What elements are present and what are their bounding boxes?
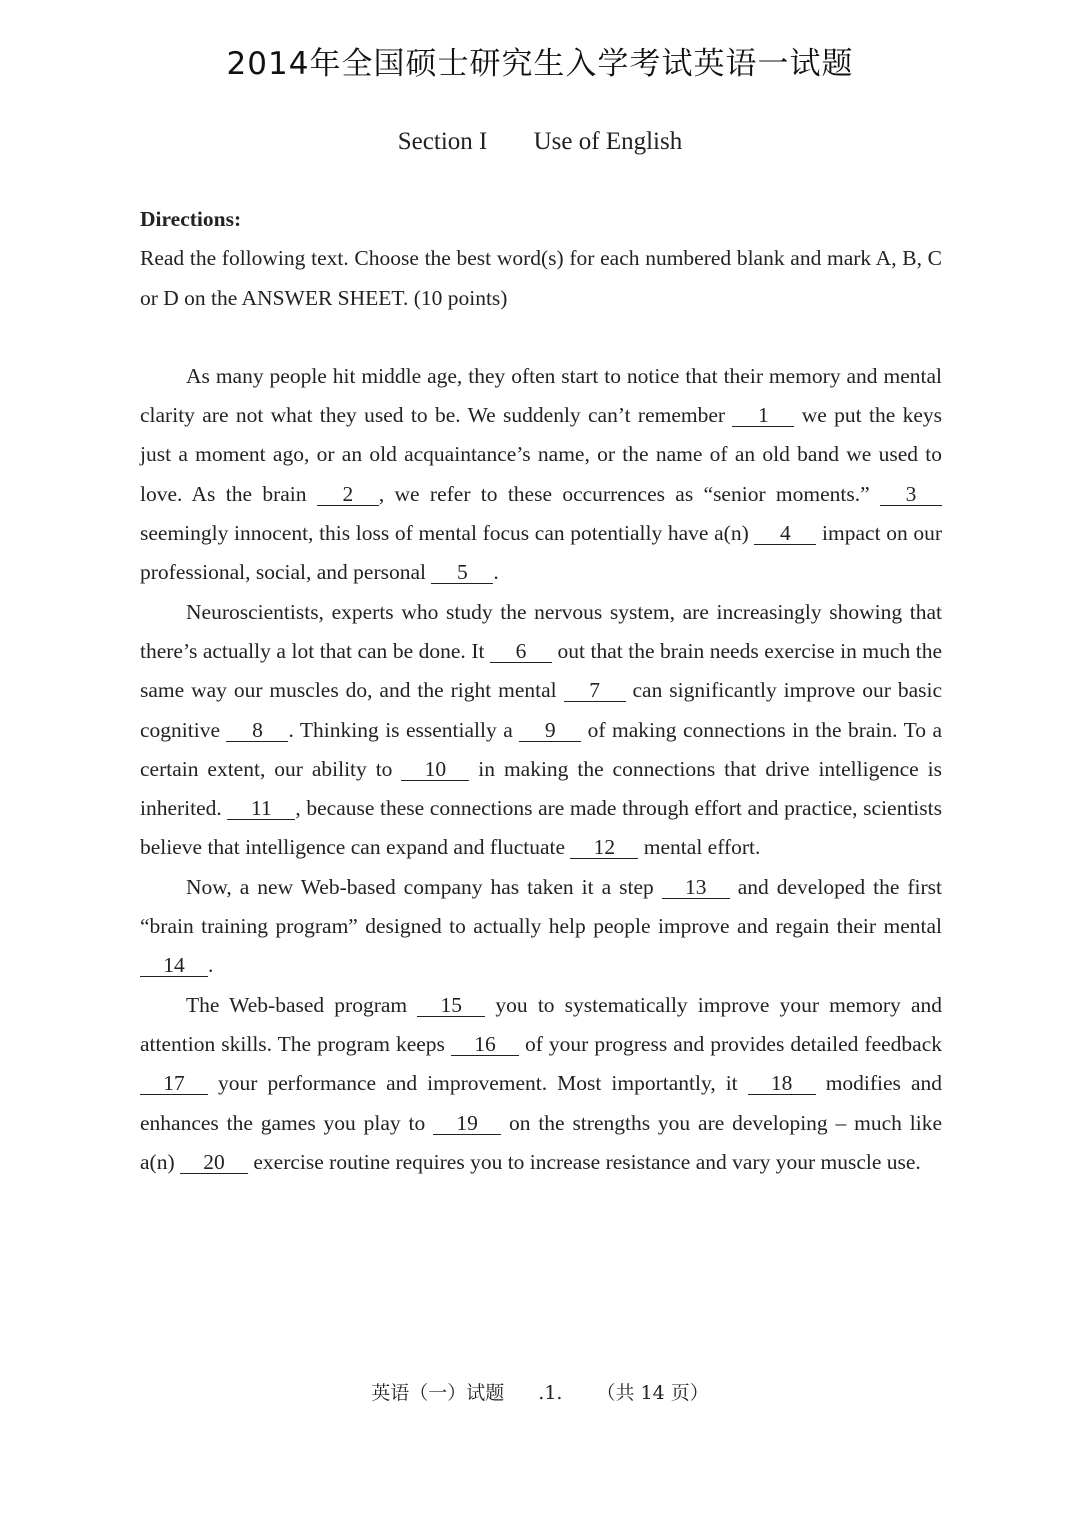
directions-label: Directions: — [140, 207, 242, 231]
answer-blank: 4 — [754, 522, 816, 545]
answer-blank: 20 — [180, 1151, 248, 1174]
exam-content — [140, 200, 942, 1182]
answer-blank: 17 — [140, 1072, 208, 1095]
passage-paragraph — [140, 986, 942, 1182]
footer-page-total: （共 14 页） — [596, 1382, 709, 1404]
footer-page-number: .1. — [538, 1382, 563, 1404]
cloze-passage — [140, 357, 942, 1182]
answer-blank: 7 — [564, 679, 626, 702]
passage-text: As many people hit middle age, they often start to notice that their memory and mental clarity are not what they used to be. We suddenly can’t remember — [140, 363, 942, 428]
answer-blank: 13 — [662, 876, 730, 899]
passage-text: Now, a new Web-based company has taken it a step — [186, 874, 662, 899]
answer-blank: 8 — [226, 719, 288, 742]
passage-text: exercise routine requires you to increase resistance and vary your muscle use. — [248, 1149, 921, 1174]
answer-blank: 12 — [570, 836, 638, 859]
section-label: Section I — [397, 128, 488, 155]
passage-text: . Thinking is essentially a — [288, 717, 520, 742]
directions-text: Read the following text. Choose the best word(s) for each numbered blank and mark A, B, C or D on the ANSWER SHEET. (10 points) — [140, 246, 942, 310]
answer-blank: 16 — [451, 1033, 519, 1056]
answer-blank: 6 — [490, 640, 552, 663]
answer-blank: 2 — [317, 483, 379, 506]
passage-text: you to systematically improve your memory and attention skills. The program keeps — [140, 992, 942, 1056]
passage-text: . — [208, 953, 214, 978]
passage-text: on the strengths you are developing – much like a(n) — [140, 1110, 942, 1174]
passage-text: and developed the first “brain training program” designed to actually help people improve and regain their mental — [140, 874, 942, 939]
section-heading — [0, 128, 1080, 156]
answer-blank: 19 — [433, 1112, 501, 1135]
passage-text: , we refer to these occurrences as “senior moments.” — [378, 481, 880, 506]
answer-blank: 3 — [880, 483, 942, 506]
passage-text: your performance and improvement. Most importantly, it — [208, 1071, 748, 1096]
answer-blank: 18 — [748, 1072, 816, 1095]
passage-text: impact on our professional, social, and personal — [140, 521, 942, 585]
passage-paragraph — [140, 593, 942, 868]
passage-paragraph — [140, 357, 942, 593]
passage-text: out that the brain needs exercise in much the same way our muscles do, and the right mental — [140, 638, 942, 703]
passage-text: of making connections in the brain. To a certain extent, our ability to — [140, 717, 942, 781]
page-footer — [0, 1378, 1080, 1405]
passage-text: mental effort. — [638, 835, 761, 860]
passage-text: . — [493, 560, 499, 585]
passage-text: in making the connections that drive intelligence is inherited. — [140, 756, 942, 821]
answer-blank: 1 — [732, 404, 794, 427]
footer-subject: 英语（一）试题 — [371, 1382, 505, 1404]
answer-blank: 15 — [417, 994, 485, 1017]
answer-blank: 11 — [227, 797, 295, 820]
passage-text: modifies and enhances the games you play to — [140, 1071, 942, 1135]
passage-text: The Web-based program — [186, 992, 418, 1017]
passage-text: , because these connections are made through effort and practice, scientists believe that intelligence can expand and fluctuate — [140, 796, 942, 860]
answer-blank: 9 — [519, 719, 581, 742]
section-name: Use of English — [533, 128, 683, 155]
passage-text: seemingly innocent, this loss of mental focus can potentially have a(n) — [140, 521, 755, 546]
page-title: 2014年全国硕士研究生入学考试英语一试题 — [226, 46, 854, 82]
answer-blank: 10 — [401, 758, 469, 781]
passage-text: can significantly improve our basic cognitive — [140, 678, 942, 742]
passage-text: we put the keys just a moment ago, or an old acquaintance’s name, or the name of an old band we used to love. As the brain — [140, 403, 943, 506]
answer-blank: 5 — [431, 561, 493, 584]
passage-text: Neuroscientists, experts who study the nervous system, are increasingly showing that there’s actually a lot that can be done. It — [140, 599, 942, 663]
answer-blank: 14 — [140, 954, 208, 977]
passage-paragraph — [140, 868, 942, 986]
passage-text: of your progress and provides detailed feedback — [518, 1031, 942, 1056]
